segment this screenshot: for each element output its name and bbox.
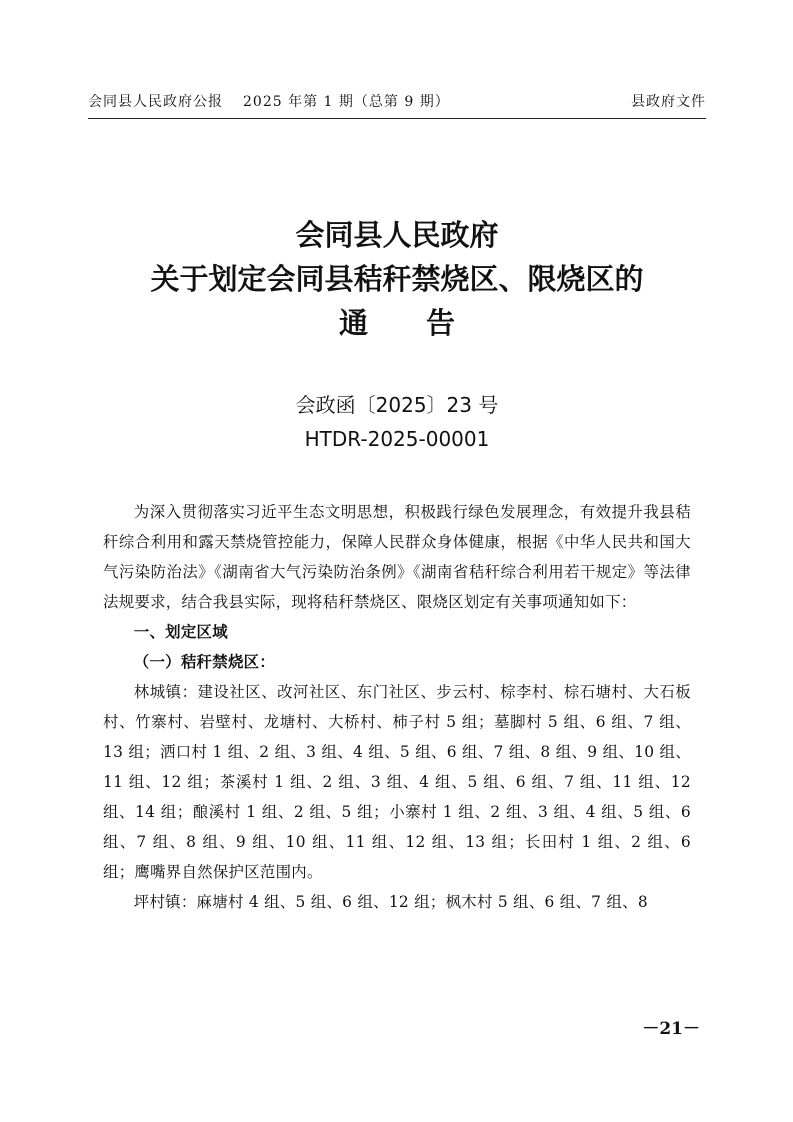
body-paragraph: 坪村镇：麻塘村 4 组、5 组、6 组、12 组；枫木村 5 组、6 组、7 组、8	[133, 893, 648, 911]
section-heading: 一、划定区域	[133, 623, 228, 641]
intro-paragraph: 为深入贯彻落实习近平生态文明思想，积极践行绿色发展理念，有效提升我县秸秆综合利用和露天禁烧管控能力，保障人民群众身体健康，根据《中华人民共和国大气污染防治法》《湖南省大气污染防治条例》《湖南省秸秆综合利用若干规定》等法律法规要求，结合我县实际，现将秸秆禁烧区、限烧区划定有关事项通知如下：	[103, 503, 691, 611]
page-header	[88, 90, 706, 119]
publication-name: 会同县人民政府公报	[88, 94, 223, 110]
subsection-heading: （一）秸秆禁烧区：	[133, 653, 276, 671]
title-line-3: 通告	[338, 306, 513, 340]
document-body	[103, 497, 691, 917]
document-code: HTDR-2025-00001	[304, 427, 490, 451]
document-number: 会政函〔2025〕23 号	[295, 393, 499, 417]
issue-label: 2025 年第 1 期（总第 9 期）	[243, 94, 450, 110]
title-line-2: 关于划定会同县秸秆禁烧区、限烧区的	[150, 262, 644, 296]
body-paragraph: 林城镇：建设社区、改河社区、东门社区、步云村、棕李村、棕石塘村、大石板村、竹寨村、岩壁村、龙塘村、大桥村、柿子村 5 组；墓脚村 5 组、6 组、7 组、13 组；洒口村 1 组、2 组、3 组、4 组、5 组、6 组、7 组、8 组、9 组、10 组、11 组、12 组；茶溪村 1 组、2 组、3 组、4 组、5 组、6 组、7 组、11 组、12 组、14 组；酿溪村 1 组、2 组、5 组；小寨村 1 组、2 组、3 组、4 组、5 组、6 组、7 组、8 组、9 组、10 组、11 组、12 组、13 组；长田村 1 组、2 组、6 组；鹰嘴界自然保护区范围内。	[103, 683, 691, 881]
page-number: －21－	[642, 1019, 700, 1039]
title-line-1: 会同县人民政府	[295, 218, 499, 252]
section-label: 县政府文件	[631, 94, 706, 110]
